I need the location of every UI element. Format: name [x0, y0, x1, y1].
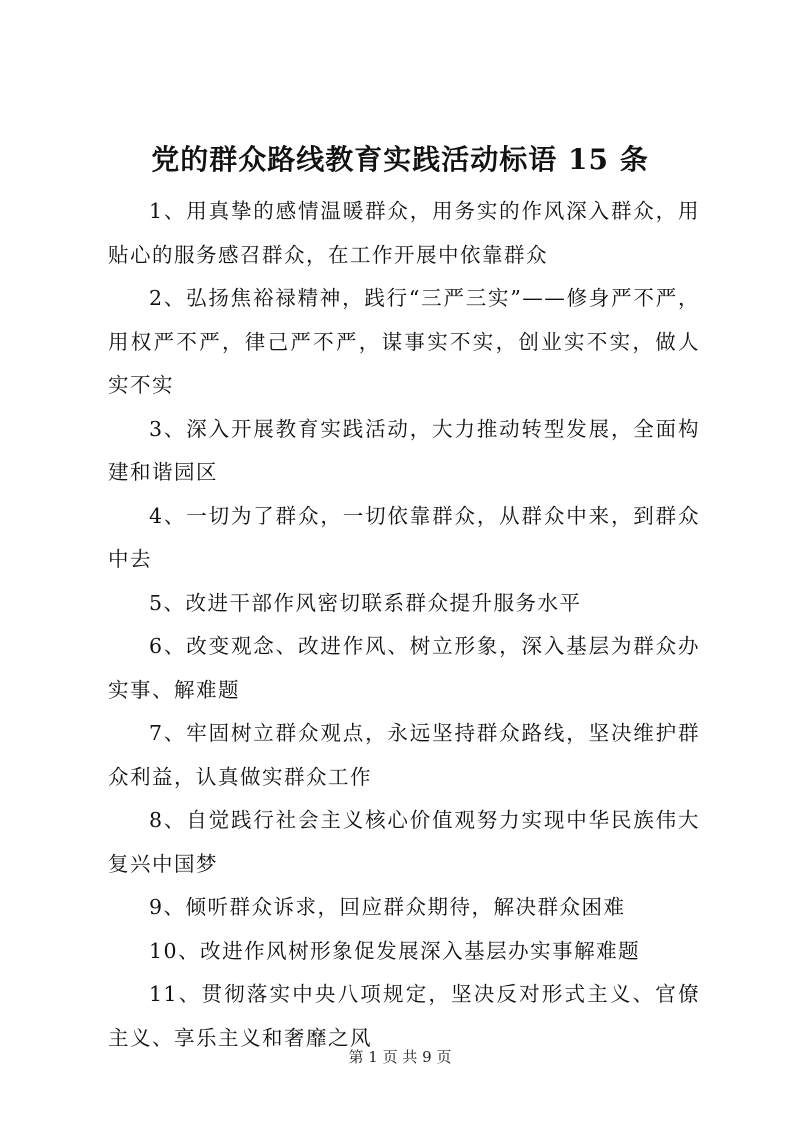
- slogan-item: 8、自觉践行社会主义核心价值观努力实现中华民族伟大复兴中国梦: [108, 808, 700, 876]
- slogan-list: [108, 190, 700, 1060]
- slogan-item: 1、用真挚的感情温暖群众，用务实的作风深入群众，用贴心的服务感召群众，在工作开展中依靠群众: [108, 199, 700, 267]
- slogan-item: 5、改进干部作风密切联系群众提升服务水平: [149, 590, 582, 615]
- slogan-item: 3、深入开展教育实践活动，大力推动转型发展，全面构建和谐园区: [108, 416, 700, 484]
- document-title: 党的群众路线教育实践活动标语 15 条: [151, 143, 649, 176]
- page-number-footer: 第 1 页 共 9 页: [348, 1048, 452, 1066]
- slogan-item: 10、改进作风树形象促发展深入基层办实事解难题: [149, 938, 641, 963]
- slogan-item: 7、牢固树立群众观点，永远坚持群众路线，坚决维护群众利益，认真做实群众工作: [108, 721, 700, 789]
- slogan-item: 11、贯彻落实中央八项规定，坚决反对形式主义、官僚主义、享乐主义和奢靡之风: [108, 982, 700, 1050]
- slogan-item: 4、一切为了群众，一切依靠群众，从群众中来，到群众中去: [108, 503, 700, 571]
- slogan-item: 6、改变观念、改进作风、树立形象，深入基层为群众办实事、解难题: [108, 634, 700, 702]
- slogan-item: 9、倾听群众诉求，回应群众期待，解决群众困难: [149, 895, 626, 919]
- slogan-item: 2、弘扬焦裕禄精神，践行“三严三实”——修身严不严，用权严不严，律己严不严，谋事实不实，创业实不实，做人实不实: [108, 286, 700, 397]
